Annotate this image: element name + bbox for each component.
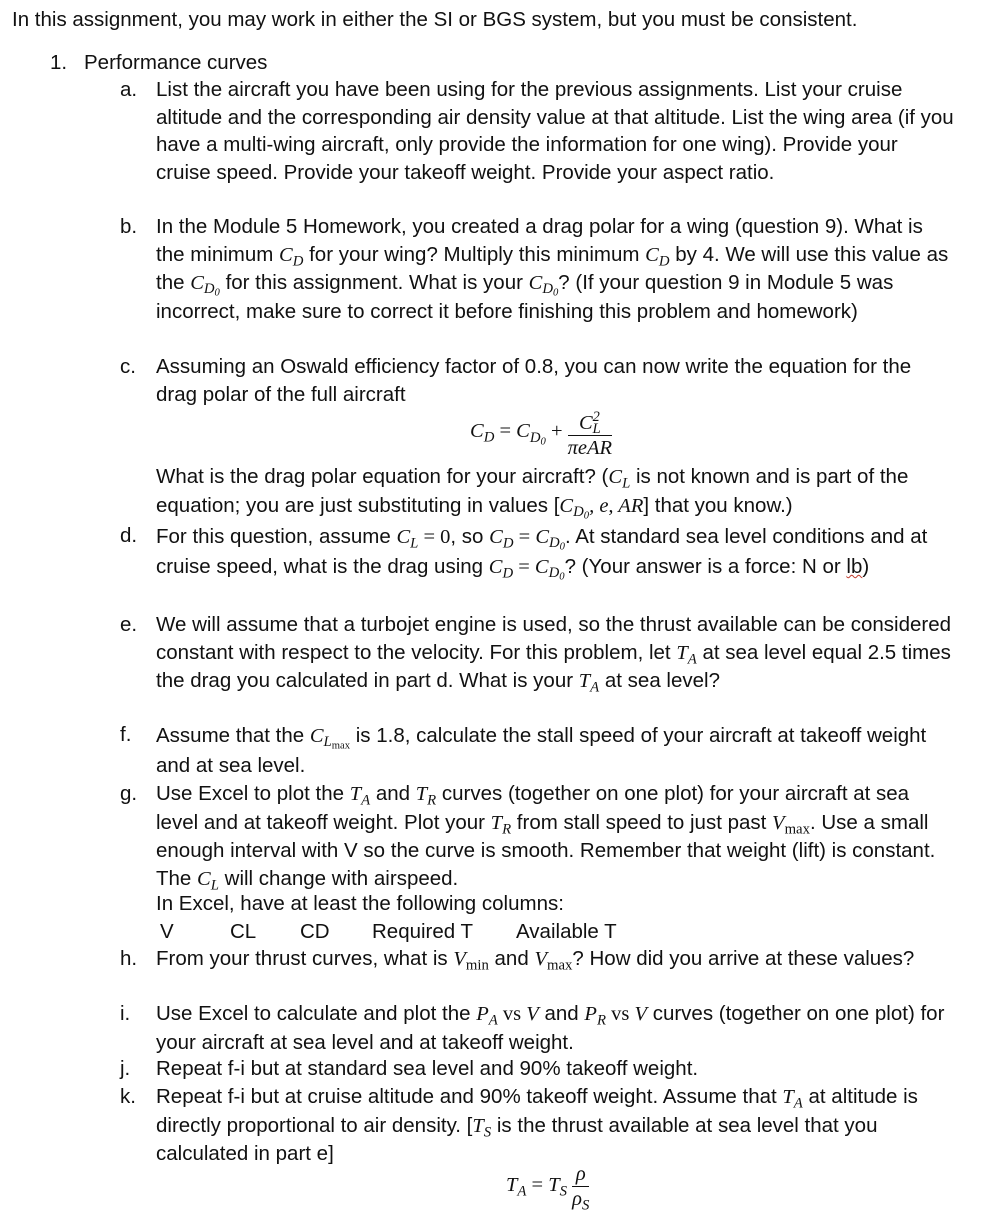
thrust-density-equation: $T_A = T_S$ $\frac{\rho}{\rho_S}$ xyxy=(506,1163,590,1214)
item-e-label: e. xyxy=(120,613,138,636)
column-cd: CD xyxy=(300,920,330,943)
section-number: 1. xyxy=(50,51,68,74)
item-g-label: g. xyxy=(120,782,138,805)
column-v: V xyxy=(160,920,174,943)
item-a-text: List the aircraft you have been using for the previous assignments. List your cruise altitude and the corresponding air density value at that altitude. List the wing area (if you have a multi-wing aircraft, only provide the information for one wing). Provide your cruise speed. Provide your takeoff weight. Provide your aspect ratio. xyxy=(156,78,954,184)
item-c-text: Assuming an Oswald efficiency factor of 0.8, you can now write the equation for the drag polar of the full aircraft xyxy=(156,355,912,406)
item-k-text: Repeat f-i but at cruise altitude and 90% takeoff weight. Assume that $T_A$ at altitude is directly proportional to air density. [$T_S$ is the thrust available at sea level that you calculated in part e] xyxy=(156,1085,918,1165)
item-i-text: Use Excel to calculate and plot the $P_A$ vs V and $P_R$ vs V curves (together on one plot) for your aircraft at sea level and at takeoff weight. xyxy=(156,1002,945,1054)
item-d-text: For this question, assume $C_L = 0$, so $C_D = C_{D_0}$. At standard sea level conditions and at cruise speed, what is the drag using $C_D = C_{D_0}$? (Your answer is a force: N or lb) xyxy=(156,525,928,584)
item-h-label: h. xyxy=(120,947,138,970)
column-cl: CL xyxy=(230,920,257,943)
item-d-label: d. xyxy=(120,524,138,547)
item-b-label: b. xyxy=(120,215,138,238)
item-c-label: c. xyxy=(120,355,136,378)
item-a-label: a. xyxy=(120,78,138,101)
item-j-label: j. xyxy=(120,1057,131,1080)
item-f-text: Assume that the $C_{L_{max}}$ is 1.8, calculate the stall speed of your aircraft at takeoff weight and at sea level. xyxy=(156,724,927,777)
column-required-t: Required T xyxy=(372,920,474,943)
intro-text: In this assignment, you may work in either the SI or BGS system, but you must be consistent. xyxy=(12,8,858,31)
drag-polar-equation: $C_D = C_{D_0}$ + $\frac{C^2_L}{\text{πeAR}}$ xyxy=(470,405,612,460)
item-g-columns-intro: In Excel, have at least the following columns: xyxy=(156,892,564,915)
item-i-label: i. xyxy=(120,1002,131,1025)
item-j-text: Repeat f-i but at standard sea level and 90% takeoff weight. xyxy=(156,1057,699,1080)
item-g-text: Use Excel to plot the $T_A$ and $T_R$ curves (together on one plot) for your aircraft at sea level and at takeoff weight. Plot your $T_R$ from stall speed to just past $V_{max}$. Use a small enough interval with V so the curve is smooth. Remember that weight (lift) is constant. The $C_L$ will change with airspeed. xyxy=(156,782,936,893)
excel-columns xyxy=(160,918,617,946)
section-title: Performance curves xyxy=(84,51,268,74)
column-available-t: Available T xyxy=(516,920,617,943)
item-k-label: k. xyxy=(120,1085,136,1108)
item-c-question: What is the drag polar equation for your aircraft? ($C_L$ is not known and is part of the equation; you are just substituting in values [$C_{D_0}$, e, AR] that you know.) xyxy=(156,465,909,522)
item-f-label: f. xyxy=(120,723,132,746)
item-h-text: From your thrust curves, what is $V_{min}$ and $V_{max}$? How did you arrive at these values? xyxy=(156,947,915,974)
item-e-text: We will assume that a turbojet engine is used, so the thrust available can be considered constant with respect to the velocity. For this problem, let $T_A$ at sea level equal 2.5 times the drag you calculated in part d. What is your $T_A$ at sea level? xyxy=(156,613,952,696)
item-b-text: In the Module 5 Homework, you created a drag polar for a wing (question 9). What is the minimum $C_D$ for your wing? Multiply this minimum $C_D$ by 4. We will use this value as the $C_{D_0}$ for this assignment. What is your $C_{D_0}$? (If your question 9 in Module 5 was incorrect, make sure to correct it before finishing this problem and homework) xyxy=(156,215,949,323)
